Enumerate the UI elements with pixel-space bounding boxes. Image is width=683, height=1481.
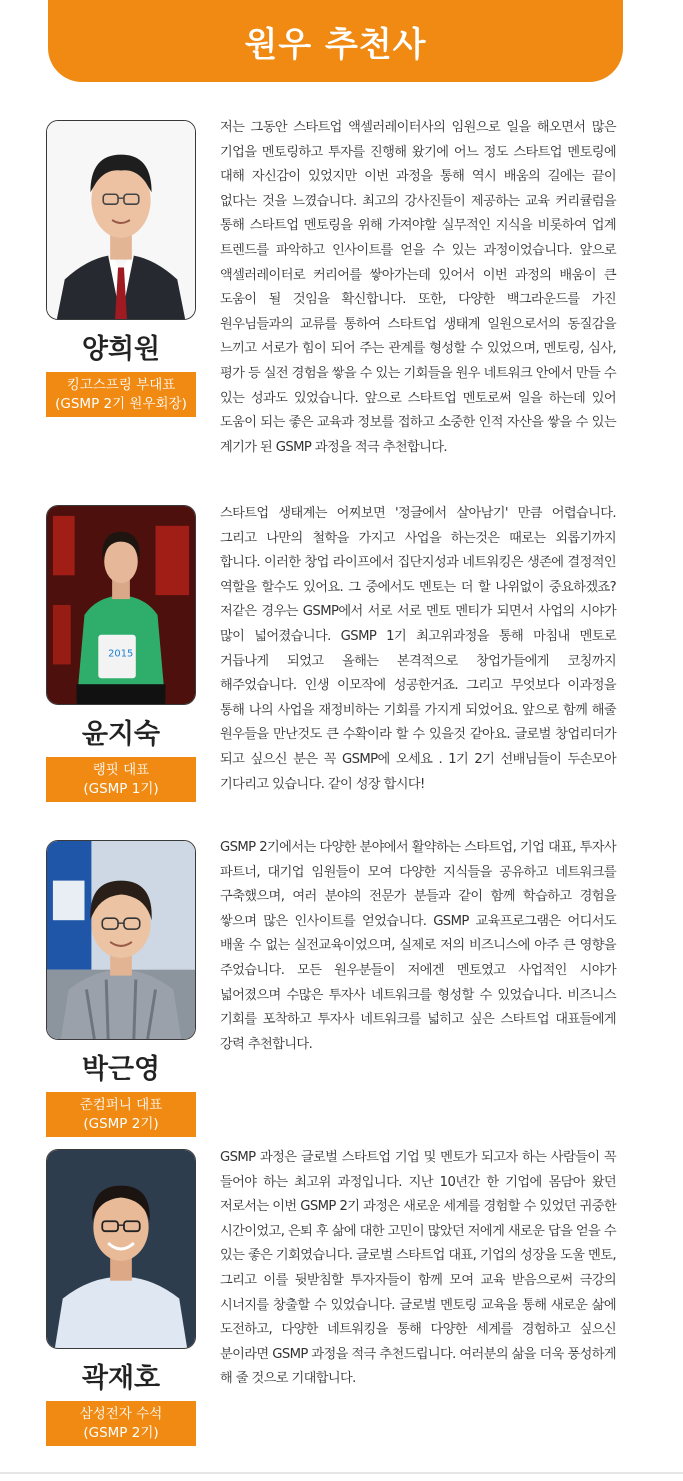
divider <box>0 1472 683 1474</box>
person-name: 윤지숙 <box>81 719 161 750</box>
role-cohort: (GSMP 2기) <box>83 1115 159 1132</box>
person-name: 박근영 <box>81 1054 161 1085</box>
profile-photo <box>46 840 196 1040</box>
role-title: 삼성전자 수석 <box>79 1405 163 1422</box>
profile-column <box>46 505 196 802</box>
profile-column <box>46 1149 196 1446</box>
testimonial-text: GSMP 과정은 글로벌 스타트업 기업 및 멘토가 되고자 하는 사람들이 꼭 들어야 하는 최고위 과정입니다. 지난 10년간 한 기업에 몸담아 왔던 저로서는 이번 GSMP 2기 과정은 새로운 세계를 경험할 수 있었던 귀중한 시간이었고, 은퇴 후 삶에 대한 고민이 많았던 저에게 새로운 답을 얻을 수 있는 좋은 기회였습니다. 글로벌 스타트업 대표, 기업의 성장을 도울 멘토, 그리고 이를 뒷받침할 투자자들이 함께 모여 교육 받음으로써 극강의 시너지를 창출할 수 있었습니다. 글로벌 멘토링 교육을 통해 새로운 삶에 도전하고, 다양한 네트워킹을 통해 다양한 세계를 경험하고 싶으신 분이라면 GSMP 과정을 적극 추천드립니다. 여러분의 삶을 더욱 풍성하게 해 줄 것으로 기대합니다. <box>220 1150 616 1387</box>
role-cohort: (GSMP 2기) <box>83 1424 159 1441</box>
role-badge <box>46 1092 196 1137</box>
role-badge <box>46 372 196 417</box>
role-title: 랭핏 대표 <box>92 761 150 778</box>
person-name: 곽재호 <box>81 1363 161 1394</box>
profile-photo <box>46 505 196 705</box>
page-header <box>48 0 623 82</box>
role-title: 준컴퍼니 대표 <box>79 1096 163 1113</box>
role-badge <box>46 1401 196 1446</box>
svg-text:2015: 2015 <box>108 648 134 660</box>
profile-column <box>46 840 196 1137</box>
role-cohort: (GSMP 1기) <box>83 780 159 797</box>
testimonial-text: 스타트업 생태계는 어찌보면 '정글에서 살아남기' 만큼 어렵습니다. 그리고 나만의 철학을 가지고 사업을 하는것은 때로는 외롭기까지 합니다. 이러한 창업 라이프에서 집단지성과 네트워킹은 생존에 결정적인 역할을 할수도 있어요. 그 중에서도 멘토는 더 할 나위없이 중요하겠죠? 저같은 경우는 GSMP에서 서로 서로 멘토 멘티가 되면서 사업의 시야가 많이 넓어졌습니다. GSMP 1기 최고위과정을 통해 마침내 멘토로 거듭나게 되었고 올해는 본격적으로 창업가들에게 코칭까지 해주었습니다. 인생 이모작에 성공한거죠. 그리고 무엇보다 이과정을 통해 나의 사업을 재정비하는 기회를 가지게 되었어요. 앞으로 함께 해줄 원우들을 만난것도 큰 수확이라 할 수 있을것 같아요. 글로벌 창업리더가 되고 싶으신 분은 꼭 GSMP에 오세요 . 1기 2기 선배님들이 두손모아 기다리고 있습니다. 같이 성장 합시다! <box>220 506 616 792</box>
page-title: 원우 추천사 <box>244 24 427 65</box>
profile-column <box>46 120 196 417</box>
profile-photo <box>46 1149 196 1349</box>
role-title: 킹고스프링 부대표 <box>66 376 176 393</box>
testimonial-text: 저는 그동안 스타트업 액셀러레이터사의 임원으로 일을 해오면서 많은 기업을 멘토링하고 투자를 진행해 왔기에 어느 정도 스타트업 멘토링에 대해 자신감이 있었지만 이번 과정을 통해 역시 배움의 길에는 끝이 없다는 것을 느꼈습니다. 최고의 강사진들이 제공하는 교육 커리큘럼을 통해 스타트업 멘토링을 위해 가져야할 실무적인 지식을 비롯하여 업계 트렌드를 파악하고 인사이트를 얻을 수 있는 과정이었습니다. 앞으로 액셀러레이터로 커리어를 쌓아가는데 있어서 이번 과정의 배움이 큰 도움이 될 것임을 확신합니다. 또한, 다양한 백그라운드를 가진 원우님들과의 교류를 통하여 스타트업 생태계 일원으로서의 동질감을 느끼고 서로가 힘이 되어 주는 관계를 형성할 수 있었으며, 멘토링, 심사, 평가 등 실전 경험을 쌓을 수 있는 기회들을 원우 네트워크 안에서 만들 수 있는 성과도 있었습니다. 앞으로 스타트업 멘토로써 일을 하는데 있어 도움이 되는 좋은 교육과 정보를 접하고 소중한 인적 자산을 쌓을 수 있는 계기가 된 GSMP 과정을 적극 추천합니다. <box>220 120 616 455</box>
profile-photo <box>46 120 196 320</box>
person-name: 양희원 <box>81 334 161 365</box>
testimonial-text: GSMP 2기에서는 다양한 분야에서 활약하는 스타트업, 기업 대표, 투자사 파트너, 대기업 임원들이 모여 다양한 지식들을 공유하고 네트워크를 구축했으며, 여러 분야의 전문가 분들과 같이 함께 학습하고 경험을 쌓으며 많은 인사이트를 얻었습니다. GSMP 교육프로그램은 어디서도 배울 수 없는 실전교육이었으며, 실제로 저의 비즈니스에 아주 큰 영향을 주었습니다. 모든 원우분들이 저에겐 멘토였고 사업적인 시야가 넓어졌으며 수많은 투자사 네트워크를 형성할 수 있었습니다. 비즈니스 기회를 포착하고 투자사 네트워크를 넓히고 싶은 스타트업 대표들에게 강력 추천합니다. <box>220 840 616 1052</box>
role-cohort: (GSMP 2기 원우회장) <box>55 395 187 412</box>
role-badge <box>46 757 196 802</box>
